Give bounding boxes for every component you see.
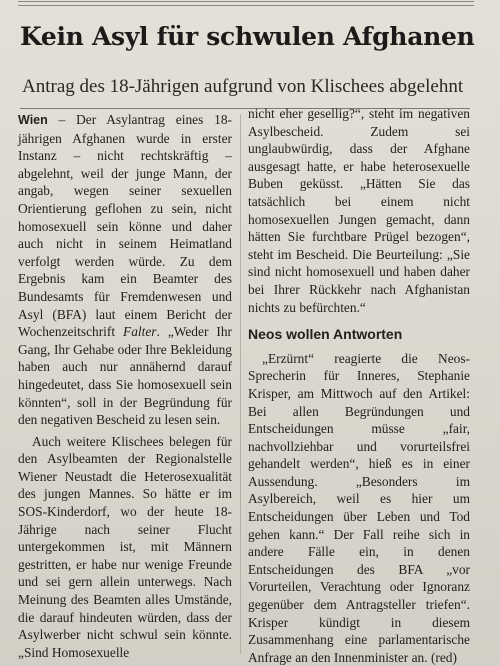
- dateline: Wien: [18, 113, 48, 127]
- paragraph: [18, 111, 232, 429]
- publication-name: Falter: [123, 324, 157, 340]
- paragraph-text: . „Weder Ihr Gang, Ihr Gehabe oder Ihre Bekleidung haben auch nur annähernd darauf hingedeutet, dass Sie homosexuell sein könnten“, soll in der Begründung für den negativen Bescheid zu lesen sein.: [18, 324, 232, 428]
- article-column-right: [248, 105, 470, 666]
- subheadline: Antrag des 18-Jährigen aufgrund von Klischees abgelehnt: [22, 76, 464, 97]
- top-rule: [18, 1, 474, 6]
- paragraph: „Erzürnt“ reagierte die Neos-Sprecherin für Inneres, Stephanie Krisper, am Mittwoch auf den Artikel: Bei allen Begründungen und Entscheidungen müsse „fair, nachvollziehbar und vorurteilsfrei gehandelt werden“, hieß es in einer Aussendung. „Besonders im Asylbereich, weil es hier um Entscheidungen über Leben und Tod gehen kann.“ Der Fall reihe sich in andere Fälle ein, in denen Entscheidungen des BFA „vor Vorurteilen, Verachtung oder Ignoranz gegenüber dem Antragsteller triefen“. Krisper kündigt in diesem Zusammenhang eine parlamentarische Anfrage an den Innenminister an. (red): [248, 350, 470, 665]
- paragraph-text: – Der Asylantrag eines 18-jährigen Afghanen wurde in erster Instanz – nicht rechtskräftig – abgelehnt, weil der junge Mann, der angab, wegen seiner sexuellen Orientierung geflohen zu sein, nicht homosexuell sein könne und daher auch nicht in seinem Heimatland verfolgt werden würde. Zu dem Ergebnis kam ein Beamter des Bundesamts für Fremdenwesen und Asyl (BFA) laut einem Bericht der Wochenzeitschrift: [18, 112, 232, 340]
- paragraph: nicht eher gesellig?“, steht im negativen Asylbescheid. Zudem sei unglaubwürdig, dass der Afghane ausgesagt hatte, er habe heterosexuelle Buben geküsst. „Hätten Sie das tatsächlich bei einem nicht homosexuellen Jungen gemacht, dann hätten Sie furchtbare Prügel bezogen“, steht im Bescheid. Die Beurteilung: „Sie sind nicht homosexuell und haben daher bei Ihrer Rückkehr nach Afghanistan nichts zu befürchten.“: [248, 106, 470, 315]
- column-divider: [240, 114, 241, 654]
- article-column-left: [18, 111, 232, 661]
- paragraph: Auch weitere Klischees belegen für den Asylbeamten der Regionalstelle Wiener Neustadt die Heterosexualität des jungen Mannes. So hätte er im SOS-Kinderdorf, wo der heute 18-Jährige nach seiner Flucht untergekommen ist, mit Männern gestritten, er habe nur wenige Freunde und sei gern allein unterwegs. Nach Meinung des Beamten alles Umstände, die darauf hindeuten würden, dass der Asylwerber nicht schwul sein könnte. „Sind Homosexuelle: [18, 433, 232, 660]
- section-subheading: Neos wollen Antworten: [248, 326, 403, 343]
- headline: Kein Asyl für schwulen Afghanen: [20, 22, 475, 51]
